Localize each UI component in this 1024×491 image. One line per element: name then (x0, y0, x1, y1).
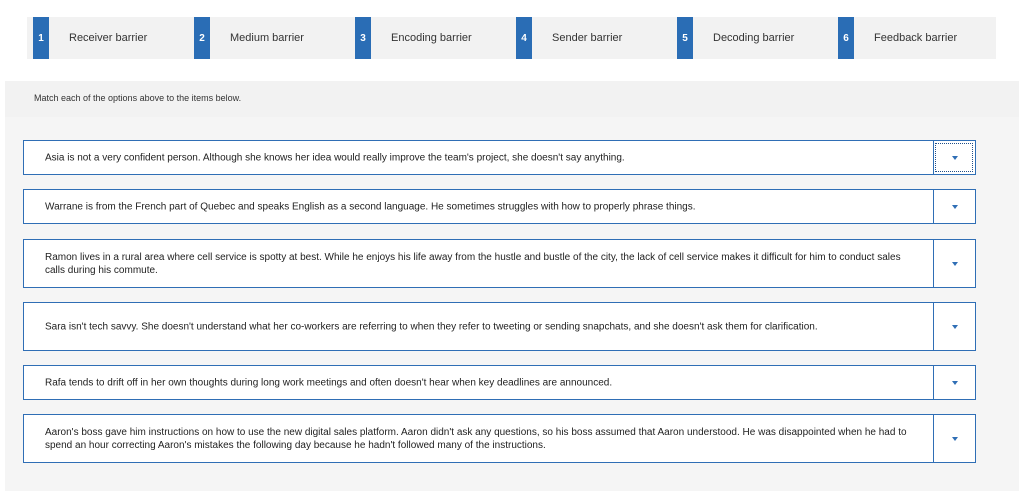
option-number-badge: 4 (516, 17, 532, 59)
option-number-badge: 6 (838, 17, 854, 59)
match-item-text: Asia is not a very confident person. Although she knows her idea would really improve the team's project, she doesn't say anything. (45, 152, 625, 163)
match-dropdown[interactable] (933, 141, 975, 174)
match-item-text: Warrane is from the French part of Quebec and speaks English as a second language. He sometimes struggles with how to properly phrase things. (45, 201, 696, 212)
instruction-text: Match each of the options above to the items below. (34, 93, 242, 103)
option-label: Encoding barrier (391, 32, 472, 44)
option-number-badge: 2 (194, 17, 210, 59)
match-item (23, 140, 976, 175)
chevron-down-icon (952, 381, 958, 385)
match-item-text: Rafa tends to drift off in her own thoughts during long work meetings and often doesn't hear when key deadlines are announced. (45, 377, 613, 388)
option-number-badge: 1 (33, 17, 49, 59)
match-dropdown[interactable] (933, 303, 975, 350)
match-item-text: Aaron's boss gave him instructions on how to use the new digital sales platform. Aaron didn't ask any questions, so his boss assumed that Aaron understood. He was disappointed when he had to spend an hour correcting Aaron's mistakes the following day because he hadn't followed many of the instructions. (45, 426, 907, 451)
option-number-badge: 5 (677, 17, 693, 59)
options-bar (27, 17, 996, 59)
option-label: Receiver barrier (69, 32, 148, 44)
match-dropdown[interactable] (933, 190, 975, 223)
match-item (23, 189, 976, 224)
chevron-down-icon (952, 205, 958, 209)
match-dropdown[interactable] (933, 240, 975, 287)
option-label: Medium barrier (230, 32, 304, 44)
option-label: Decoding barrier (713, 32, 795, 44)
match-dropdown[interactable] (933, 366, 975, 399)
chevron-down-icon (952, 325, 958, 329)
chevron-down-icon (952, 156, 958, 160)
chevron-down-icon (952, 262, 958, 266)
option-number-badge: 3 (355, 17, 371, 59)
match-item (23, 414, 976, 463)
option-label: Sender barrier (552, 32, 623, 44)
match-item-text: Ramon lives in a rural area where cell service is spotty at best. While he enjoys his life away from the hustle and bustle of the city, the lack of cell service makes it difficult for him to conduct sales calls during his commute. (45, 251, 901, 276)
matching-panel (5, 81, 1019, 491)
match-item-text: Sara isn't tech savvy. She doesn't understand what her co-workers are referring to when they refer to tweeting or sending snapchats, and she doesn't ask them for clarification. (45, 321, 818, 332)
match-item (23, 365, 976, 400)
match-item (23, 239, 976, 288)
match-item (23, 302, 976, 351)
match-items-list (5, 117, 1019, 491)
match-dropdown[interactable] (933, 415, 975, 462)
option-label: Feedback barrier (874, 32, 958, 44)
chevron-down-icon (952, 437, 958, 441)
